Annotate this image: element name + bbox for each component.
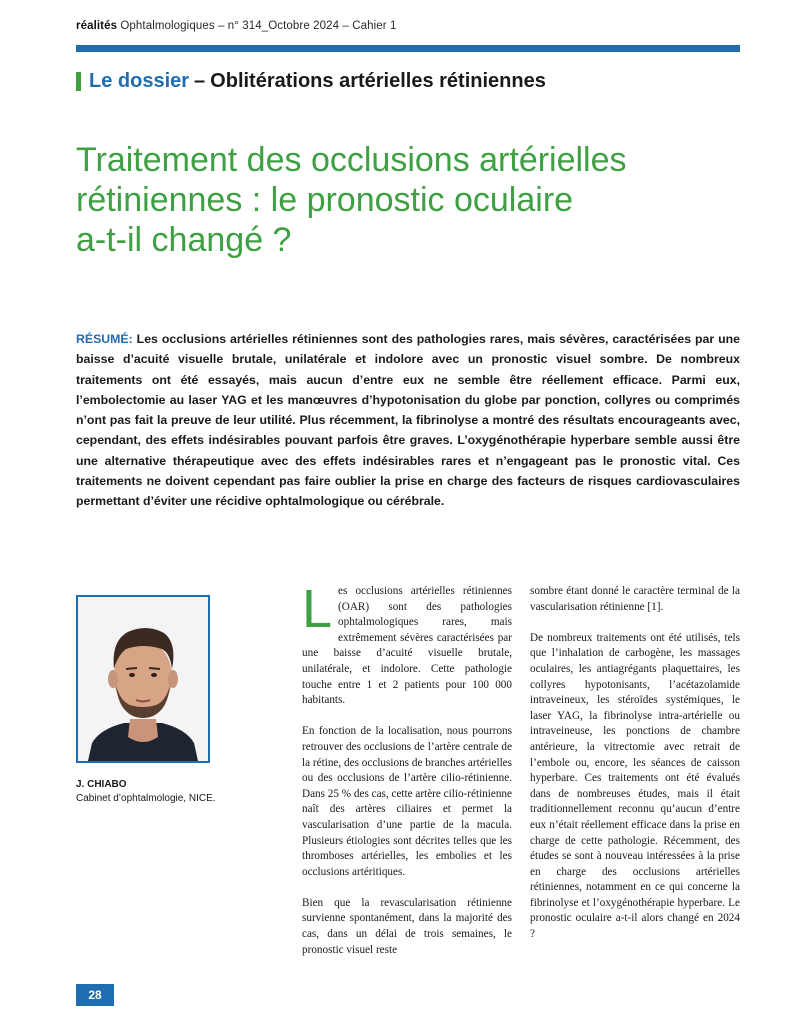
drop-cap: L — [302, 579, 333, 639]
paragraph-1 — [302, 579, 512, 709]
title-line-1: Traitement des occlusions artérielles — [76, 141, 627, 179]
section-marker — [76, 72, 81, 91]
article-title — [76, 140, 736, 260]
paragraph-1-text: es occlusions artérielles rétiniennes (OAR) sont des pathologies ophtalmologiques rares, mais extrêmement sévères caractérisées par une baisse d’acuité visuelle brutale, unilatérale, et indolore. Cette pathologie touche entre 1 et 2 patients pour 100 000 habitants. — [302, 585, 512, 707]
section-heading — [76, 70, 546, 93]
paragraph-2: En fonction de la localisation, nous pourrons retrouver des occlusions de l’artère centrale de la rétine, des occlusions de branches artérielles ou des occlusions de l’artère cilio-rétinienne. Dans 25 % des cas, cette artère cilio-rétinienne naît des artères ciliaires et permet la vascularisation d’une partie de la macula. Plusieurs étiologies sont décrites telles que les thromboses artérielles, les embolies et les occlusions artéritiques. — [302, 725, 512, 878]
abstract-label: RÉSUMÉ: — [76, 332, 133, 346]
header-rule — [76, 45, 740, 52]
abstract — [76, 329, 740, 512]
author-affiliation: Cabinet d’ophtalmologie, NICE. — [76, 793, 216, 804]
section-topic: Oblitérations artérielles rétiniennes — [210, 70, 546, 92]
page-number: 28 — [76, 984, 114, 1006]
author-name: J. CHIABO — [76, 779, 127, 790]
paragraph-4: De nombreux traitements ont été utilisés, tels que l’inhalation de carbogène, les massages oculaires, les antiagrégants plaquettaires, les collyres hypotonisants, l’acétazolamide intraveineux, les stéroïdes systémiques, le laser YAG, la fibrinolyse intra-artérielle ou intraveineuse, les ponctions de chambre antérieure, la vitrectomie avec retrait de l’embole ou, encore, les séances de caisson hyperbare. Ces traitements ont été évalués dans de nombreuses études, mais il était traditionnellement reconnu qu’aucun d’entre eux n’était réellement efficace dans la prise en charge de cette pathologie. Récemment, des études se sont à nouveau intéressées à la prise en charge des occlusions artérielles rétiniennes, notamment en ce qui concerne la fibrinolyse et l’oxygénothérapie hyperbare. Le pronostic oculaire a-t-il alors changé en 2024 ? — [530, 631, 740, 941]
abstract-text: Les occlusions artérielles rétiniennes sont des pathologies rares, mais sévères, caractérisées par une baisse d’acuité visuelle brutale, unilatérale et indolore avec un pronostic visuel sombre. De nombreux traitements ont été essayés, mais aucun d’entre eux ne semble être réellement efficace. Parmi eux, l’embolectomie au laser YAG et les manœuvres d’hypotonisation du globe par ponction, collyres ou comprimés n’ont pas fait la preuve de leur utilité. Plus récemment, la fibrinolyse a montré des résultats encourageants avec, cependant, des effets indésirables pouvant parfois être graves. L’oxygénothérapie hyperbare semble aussi être une alternative thérapeutique avec des effets indésirables rares et n’engageant pas le pronostic vital. Ces traitements ne doivent cependant pas faire oublier la prise en charge des facteurs de risques cardiovasculaires permettant d’éviter une récidive ophtalmologique ou cérébrale. — [76, 332, 740, 509]
section-dash: – — [194, 70, 206, 92]
title-line-2: rétiniennes : le pronostic oculaire — [76, 181, 574, 219]
masthead-issue: Ophtalmologiques – n° 314_Octobre 2024 – Cahier 1 — [117, 20, 397, 32]
paragraph-3: Bien que la revascularisation rétinienne survienne spontanément, dans la majorité des cas, dans un délai de trois semaines, le pronostic visuel reste — [302, 896, 512, 956]
author-portrait-image — [78, 597, 208, 761]
section-name: Le dossier — [89, 70, 190, 92]
author-photo — [76, 595, 210, 763]
body-column-2 — [530, 584, 740, 958]
body-column-1 — [302, 579, 512, 974]
masthead — [76, 20, 396, 32]
paragraph-3-continued: sombre étant donné le caractère terminal de la vascularisation rétinienne [1]. — [530, 585, 740, 613]
title-line-3: a-t-il changé ? — [76, 221, 292, 259]
masthead-brand: réalités — [76, 20, 118, 32]
